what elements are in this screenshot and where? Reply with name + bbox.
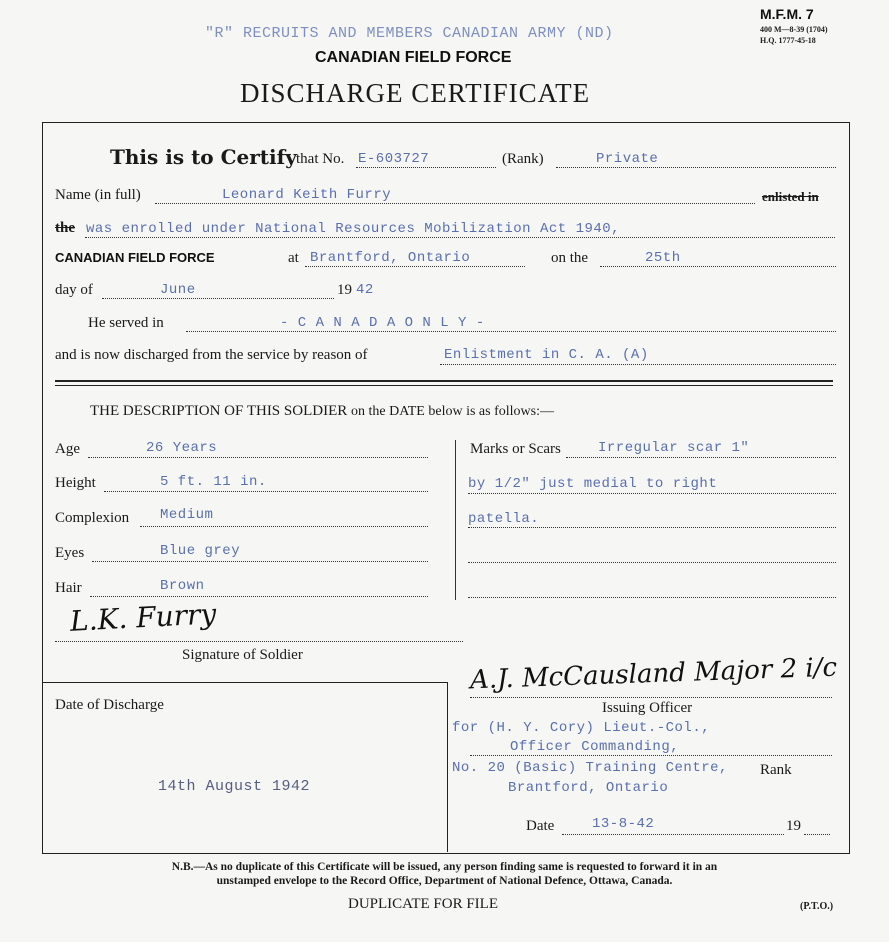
unit-stamp-body: CANADIAN FIELD FORCE xyxy=(55,250,215,265)
hq-code: H.Q. 1777-45-18 xyxy=(760,36,816,45)
certify-heading: This is to Certify xyxy=(110,145,297,169)
column-divider xyxy=(455,440,456,600)
reason-label: and is now discharged from the service by reason of xyxy=(55,347,368,363)
marks-line-3: patella. xyxy=(468,511,540,527)
officer-line-2: Officer Commanding, xyxy=(510,739,680,755)
day-value: 25th xyxy=(645,250,681,266)
nb-line-1: N.B.—As no duplicate of this Certificate will be issued, any person finding same is requested to forward it in an xyxy=(171,861,718,873)
page-title: DISCHARGE CERTIFICATE xyxy=(240,78,591,108)
service-number: E-603727 xyxy=(358,151,430,167)
marks-label: Marks or Scars xyxy=(470,441,561,457)
officer-line-1: for (H. Y. Cory) Lieut.-Col., xyxy=(452,720,711,736)
age-label: Age xyxy=(55,441,80,457)
pto-label: (P.T.O.) xyxy=(800,901,834,912)
complexion-label: Complexion xyxy=(55,510,130,526)
year-value: 42 xyxy=(356,282,374,298)
dayof-label: day of xyxy=(55,282,93,298)
officer-line-4: Brantford, Ontario xyxy=(508,780,669,796)
complexion-value: Medium xyxy=(160,507,214,523)
eyes-label: Eyes xyxy=(55,545,85,561)
served-value: - C A N A D A O N L Y - xyxy=(280,315,485,331)
print-code: 400 M—8-39 (1704) xyxy=(760,25,828,34)
height-label: Height xyxy=(55,475,96,491)
soldier-signature: L.K. Furry xyxy=(69,597,217,638)
name-value: Leonard Keith Furry xyxy=(222,187,392,203)
officer-line-3: No. 20 (Basic) Training Centre, xyxy=(452,760,728,776)
discharge-box-right xyxy=(447,682,448,852)
age-value: 26 Years xyxy=(146,440,218,456)
date-label: Date xyxy=(526,818,555,834)
discharge-box-top xyxy=(42,682,447,683)
enlisted-label: enlisted in xyxy=(762,189,819,204)
form-number: M.F.M. 7 xyxy=(760,6,814,22)
soldier-signature-label: Signature of Soldier xyxy=(182,647,303,663)
date-value: 13-8-42 xyxy=(592,816,655,832)
duplicate-for-file: DUPLICATE FOR FILE xyxy=(348,896,499,912)
officer-signature: A.J. McCausland Major 2 i/c xyxy=(469,652,838,696)
name-label: Name (in full) xyxy=(55,187,141,203)
description-heading: THE DESCRIPTION OF THIS SOLDIER on the DATE below is as follows:— xyxy=(90,403,554,419)
no-label: that No. xyxy=(296,151,345,167)
month-value: June xyxy=(160,282,196,298)
discharge-date: 14th August 1942 xyxy=(158,778,311,795)
enrolled-value: was enrolled under National Resources Mobilization Act 1940, xyxy=(86,221,621,237)
rank-value: Private xyxy=(596,151,659,167)
rank-line-label: Rank xyxy=(760,762,792,778)
marks-line-1: Irregular scar 1" xyxy=(598,440,750,456)
discharge-label: Date of Discharge xyxy=(55,697,164,713)
rank-label: (Rank) xyxy=(502,151,544,167)
served-label: He served in xyxy=(88,315,164,331)
place-value: Brantford, Ontario xyxy=(310,250,471,266)
nb-line-2: unstamped envelope to the Record Office, Department of National Defence, Ottawa, Canada. xyxy=(216,875,673,887)
year-prefix: 19 xyxy=(337,282,352,298)
hair-label: Hair xyxy=(55,580,82,596)
double-rule xyxy=(55,380,833,386)
unit-stamp: CANADIAN FIELD FORCE xyxy=(315,49,512,66)
on-label: on the xyxy=(551,250,589,266)
marks-line-2: by 1/2" just medial to right xyxy=(468,476,718,492)
eyes-value: Blue grey xyxy=(160,543,241,559)
height-value: 5 ft. 11 in. xyxy=(160,474,267,490)
at-label: at xyxy=(288,250,299,266)
typed-unit: "R" RECRUITS AND MEMBERS CANADIAN ARMY (ND) xyxy=(205,25,614,42)
issuing-officer-label: Issuing Officer xyxy=(602,700,693,716)
date-year: 19 xyxy=(786,818,801,834)
enrolled-prefix: the xyxy=(55,220,75,236)
hair-value: Brown xyxy=(160,578,205,594)
reason-value: Enlistment in C. A. (A) xyxy=(444,347,649,363)
